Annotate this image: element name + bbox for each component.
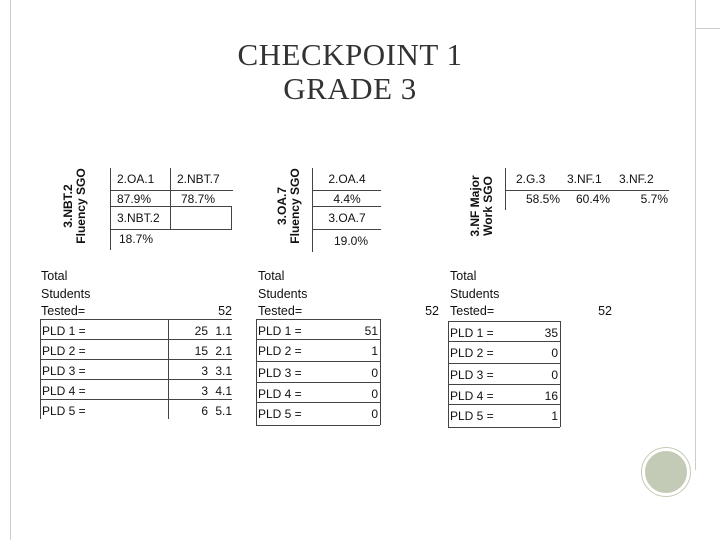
- table-row: PLD 5 = 6 5.1: [40, 399, 232, 422]
- panel1-header-1: 2.OA.1: [110, 168, 177, 191]
- slide-circle-decoration: [642, 448, 690, 496]
- panel1-subheader: 3.NBT.2: [110, 206, 177, 230]
- table-row: PLD 2 = 15 2.1: [40, 339, 232, 362]
- table-row: PLD 5 = 1: [448, 404, 560, 428]
- panel3-header-3: 3.NF.2: [617, 168, 669, 191]
- table-row: PLD 4 = 3 4.1: [40, 379, 232, 402]
- panel2-subheader: 3.OA.7: [312, 206, 381, 230]
- table-row: PLD 2 = 1: [256, 339, 380, 362]
- panel3-vertical-label: 3.NF Major Work SGO: [468, 175, 495, 237]
- title-line-2: GRADE 3: [283, 71, 417, 106]
- panel3-value-3: 5.7%: [640, 192, 668, 206]
- slide-corner-decoration: [695, 0, 720, 29]
- panel3-value-1: 58.5%: [505, 188, 560, 210]
- panel1-subvalue: 18.7%: [110, 228, 179, 250]
- panel1-value-1: 87.9%: [110, 188, 179, 210]
- table-row: PLD 3 = 0: [256, 361, 380, 384]
- panel2-header: 2.OA.4: [312, 168, 381, 191]
- panel2-vertical-label: 3.OA.7 Fluency SGO: [275, 168, 302, 244]
- panel3-header-1: 2.G.3: [505, 168, 566, 191]
- table-row: PLD 5 = 0: [256, 402, 380, 426]
- panel2-value: 4.4%: [312, 188, 381, 210]
- table-row: PLD 2 = 0: [448, 341, 560, 364]
- title-line-1: CHECKPOINT 1: [237, 37, 463, 72]
- panel1-vertical-label: 3.NBT.2 Fluency SGO: [61, 168, 88, 244]
- table-row: PLD 4 = 16: [448, 384, 560, 407]
- table-row: PLD 4 = 0: [256, 382, 380, 405]
- panel2-subvalue: 19.0%: [312, 230, 389, 252]
- panel2-total-label: Total Students Tested=: [258, 269, 308, 318]
- panel1-header-2: 2.NBT.7: [170, 168, 233, 191]
- panel3-total-label: Total Students Tested=: [450, 269, 500, 318]
- slide-title: [150, 38, 550, 106]
- panel3-total-value: 52: [598, 304, 612, 318]
- slide-frame-left: [10, 0, 11, 540]
- panel1-total-value: 52: [218, 304, 232, 318]
- panel3-value-2: 60.4%: [575, 192, 610, 206]
- panel3-header-2: 3.NF.1: [565, 168, 617, 191]
- panel1-empty-cell: [170, 206, 232, 230]
- table-row: PLD 3 = 3 3.1: [40, 359, 232, 382]
- table-row: PLD 1 = 35: [448, 321, 560, 344]
- panel1-total-label: Total Students Tested=: [41, 269, 91, 318]
- slide-frame-right: [695, 0, 696, 470]
- panel2-total-value: 52: [425, 304, 439, 318]
- table-row: PLD 3 = 0: [448, 363, 560, 386]
- table-row: PLD 1 = 51: [256, 319, 380, 342]
- table-row: PLD 1 = 25 1.1: [40, 319, 232, 342]
- panel1-value-2: 78.7%: [170, 188, 229, 210]
